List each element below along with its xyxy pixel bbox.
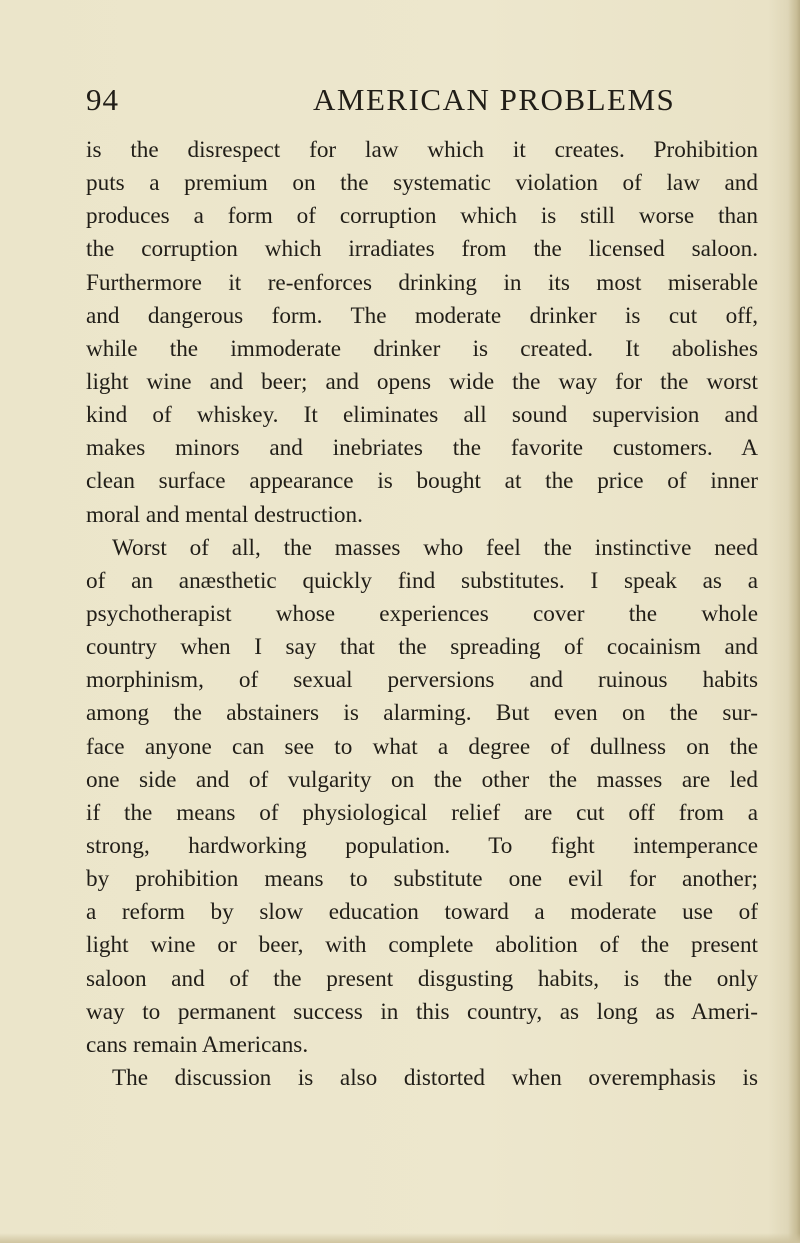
text-line: by prohibition means to substitute one evil for another;: [86, 866, 758, 893]
text-line: produces a form of corruption which is still worse than: [86, 203, 758, 230]
paragraph-end-line: moral and mental destruction.: [86, 501, 363, 528]
page-edge-shadow: [788, 0, 800, 1243]
text-line: kind of whiskey. It eliminates all sound supervision and: [86, 402, 758, 429]
text-line: saloon and of the present disgusting habits, is the only: [86, 965, 758, 992]
page-bottom-shadow: [0, 1233, 800, 1243]
text-line: clean surface appearance is bought at the price of inner: [86, 468, 758, 495]
text-line: strong, hardworking population. To fight intemperance: [86, 832, 758, 859]
running-title: AMERICAN PROBLEMS: [313, 82, 676, 117]
text-line: one side and of vulgarity on the other the masses are led: [86, 766, 758, 793]
text-line: is the disrespect for law which it creates. Prohibition: [86, 137, 758, 163]
body-text: [86, 134, 758, 1095]
text-line: and dangerous form. The moderate drinker is cut off,: [86, 302, 758, 329]
running-head: [0, 82, 800, 122]
text-line: light wine and beer; and opens wide the way for the worst: [86, 368, 758, 395]
text-line: light wine or beer, with complete abolition of the present: [86, 932, 758, 959]
text-line: makes minors and inebriates the favorite customers. A: [86, 435, 758, 462]
paragraph-start-line: Worst of all, the masses who feel the instinctive need: [112, 534, 758, 561]
text-line: way to permanent success in this country, as long as Ameri-: [86, 998, 758, 1025]
text-line: while the immoderate drinker is created. It abolishes: [86, 335, 758, 362]
text-line: face anyone can see to what a degree of dullness on the: [86, 733, 758, 760]
paragraph-end-line: cans remain Americans.: [86, 1031, 309, 1058]
text-line: Furthermore it re-enforces drinking in its most miserable: [86, 269, 758, 296]
text-line: morphinism, of sexual perversions and ruinous habits: [86, 667, 758, 694]
paragraph-start-line: The discussion is also distorted when overemphasis is: [112, 1064, 758, 1091]
text-line: puts a premium on the systematic violation of law and: [86, 170, 758, 197]
text-line: if the means of physiological relief are cut off from a: [86, 799, 758, 826]
text-line: the corruption which irradiates from the licensed saloon.: [86, 236, 758, 263]
page-number: 94: [86, 82, 119, 117]
text-line: country when I say that the spreading of cocainism and: [86, 634, 758, 661]
text-line: of an anæsthetic quickly find substitutes. I speak as a: [86, 567, 758, 594]
text-line: a reform by slow education toward a moderate use of: [86, 899, 758, 926]
text-line: among the abstainers is alarming. But even on the sur-: [86, 700, 758, 727]
text-line: psychotherapist whose experiences cover the whole: [86, 600, 758, 627]
